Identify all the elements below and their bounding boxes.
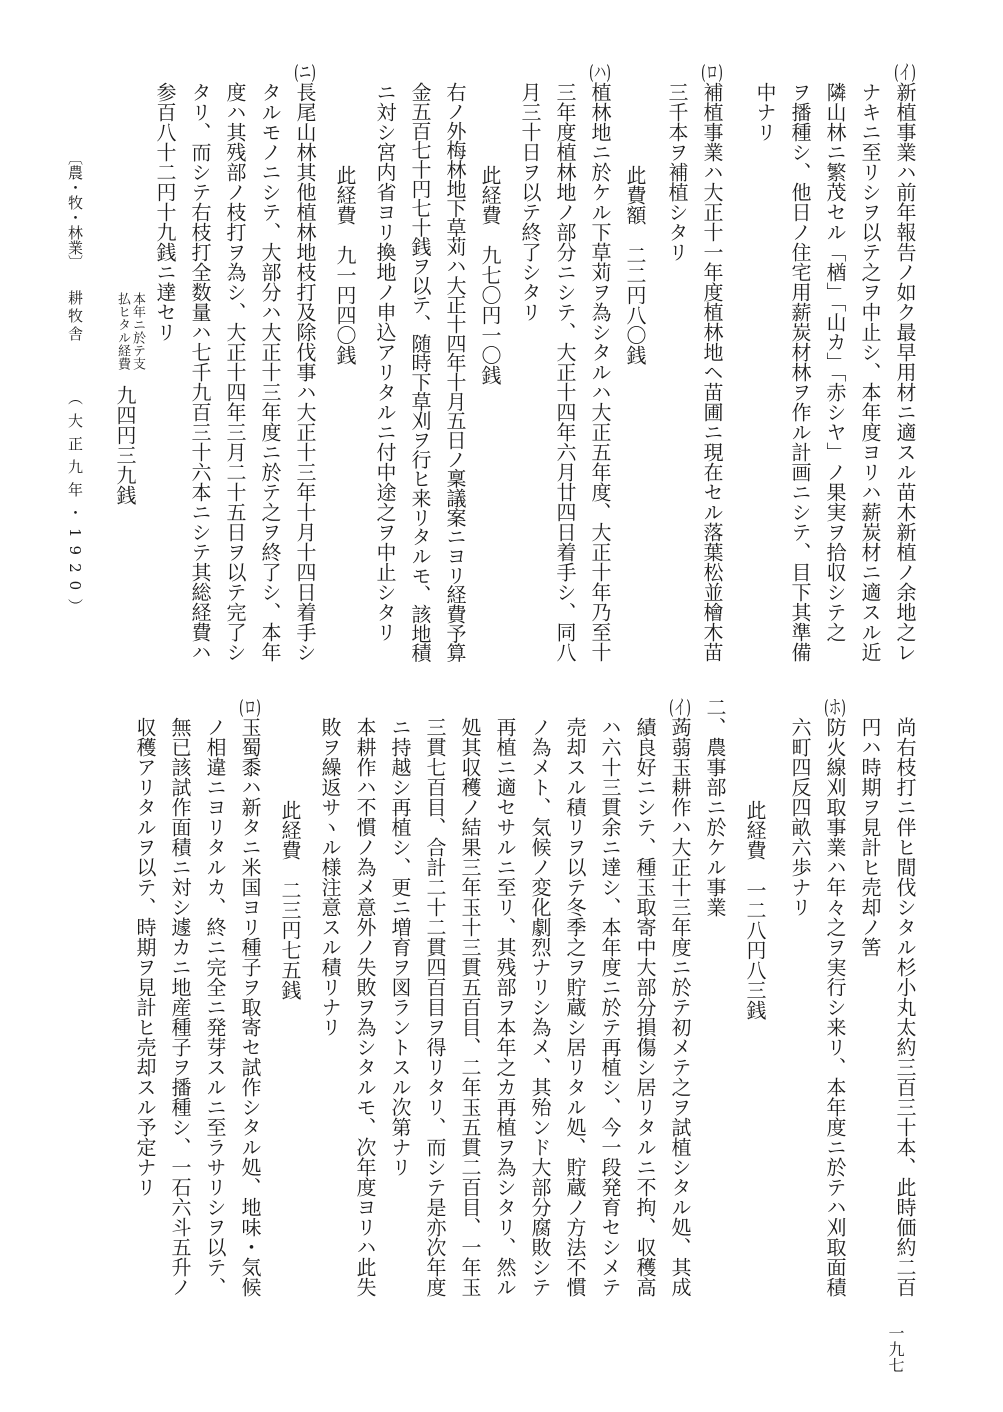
line-text: 新植事業ハ前年報告ノ如ク最早用材ニ適スル苗木新植ノ余地之レ: [893, 82, 917, 662]
konjac-line-9: ニ持越シ再植シ、更ニ増育ヲ図ラントスル次第ナリ: [388, 717, 412, 1177]
running-header-category: 〔農・牧・林業〕: [66, 150, 84, 270]
konjac-line-2: 績良好ニシテ、種玉取寄中大部分損傷シ居リタルニ不拘、収穫高: [633, 717, 657, 1297]
pruning-line-4: タリ、而シテ右枝打全数量ハ七千九百三十六本ニシテ其総経費ハ: [188, 82, 212, 662]
corn-line-3: 無已該試作面積ニ対シ遽カニ地産種子ヲ播種シ、一石六斗五升ノ: [168, 717, 192, 1297]
line-text: 補植事業ハ大正十一年度植林地ヘ苗圃ニ現在セル落葉松並檜木苗: [700, 82, 724, 662]
current-year-cost-amount: 九四円三九銭: [113, 385, 137, 505]
thinning-note-line-1: 尚右枝打ニ伴ヒ間伐シタル杉小丸太約三百三十本、此時価約二百: [893, 717, 917, 1297]
item-marker: (ホ): [824, 697, 846, 717]
replanting-line-1: [700, 62, 724, 662]
konjac-line-3: ハ六十三貫余ニ達シ、本年度ニ於テ再植シ、今一段発育セシメテ: [598, 717, 622, 1297]
new-planting-line-4: ヲ播種シ、他日ノ住宅用薪炭材林ヲ作ル計画ニシテ、目下其準備: [788, 82, 812, 662]
konjac-line-6: 再植ニ適セサルニ至リ、其残部ヲ本年之カ再植ヲ為シタリ、然ル: [493, 717, 517, 1297]
konjac-line-5: ノ為メト、気候ノ変化劇烈ナリシ為メ、其殆ンド大部分腐敗シテ: [528, 717, 552, 1297]
weeding-cost-label: 此経費: [478, 165, 502, 225]
konjac-line-1: [668, 697, 692, 1297]
konjac-cost-label: 此経費: [278, 800, 302, 860]
corn-line-1: [238, 697, 262, 1297]
konjac-line-4: 売却スル積リヲ以テ冬季之ヲ貯蔵シ居リタル処、貯蔵ノ方法不慣: [563, 717, 587, 1297]
item-marker: (イ): [894, 62, 916, 82]
item-marker: (ハ): [589, 62, 611, 82]
corn-line-2: ノ相違ニヨリタルカ、終ニ完全ニ発芽スルニ至ラサリシヲ以テ、: [203, 717, 227, 1297]
pruning-line-5: 参百八十二円十九銭ニ達セリ: [153, 82, 177, 342]
konjac-cost-amount: 二三円七五銭: [278, 880, 302, 1000]
weeding-cost-amount: 九七〇円一〇銭: [478, 245, 502, 385]
new-planting-line-2: ナキニ至リシヲ以テ之ヲ中止シ、本年度ヨリハ薪炭材ニ適スル近: [858, 82, 882, 662]
pruning-line-1: [293, 62, 317, 662]
replanting-line-2: 三千本ヲ補植シタリ: [665, 82, 689, 262]
konjac-note-line-2: 敗ヲ繰返サヽル様注意スル積リナリ: [318, 717, 342, 1037]
firebreak-cost-amount: 一二八円八三銭: [743, 880, 767, 1020]
new-planting-line-1: [893, 62, 917, 662]
line-text: 防火線刈取事業ハ年々之ヲ実行シ来リ、本年度ニ於テハ刈取面積: [823, 717, 847, 1297]
weeding-line-3: 月三十日ヲ以テ終了シタリ: [518, 82, 542, 322]
running-header-company: 耕牧舎: [66, 290, 84, 344]
item-marker: (ロ): [239, 697, 261, 717]
plum-grove-cost-label: 此経費: [333, 165, 357, 225]
thinning-note-line-2: 円ハ時期ヲ見計ヒ売却ノ筈: [858, 717, 882, 957]
corn-line-4: 収穫アリタルヲ以テ、時期ヲ見計ヒ売却スル予定ナリ: [133, 717, 157, 1197]
plum-grove-cost-amount: 九一円四〇銭: [333, 245, 357, 365]
item-marker: (ロ): [701, 62, 723, 82]
section-heading-agriculture: 二、農事部ニ於ケル事業: [703, 697, 727, 917]
running-header-year: （大正九年・1920）: [66, 390, 84, 622]
pruning-line-3: 度ハ其残部ノ枝打ヲ為シ、大正十四年三月二十五日ヲ以テ完了シ: [223, 82, 247, 662]
plum-grove-line-2: 金五百七十円七十銭ヲ以テ、随時下草刈ヲ行ヒ来リタルモ、該地積: [408, 82, 432, 662]
line-text: 玉蜀黍ハ新タニ米国ヨリ種子ヲ取寄セ試作シタル処、地味・気候: [238, 717, 262, 1297]
replanting-cost-label: 此費額: [623, 165, 647, 225]
firebreak-line-1: [823, 697, 847, 1297]
plum-grove-line-3: ニ対シ宮内省ヨリ換地ノ申込アリタルニ付中途之ヲ中止シタリ: [373, 82, 397, 642]
item-marker: (ニ): [294, 62, 316, 82]
firebreak-line-2: 六町四反四畝六歩ナリ: [788, 717, 812, 917]
pruning-line-2: タルモノニシテ、大部分ハ大正十三年度ニ於テ之ヲ終了シ、本年: [258, 82, 282, 662]
line-text: 蒟蒻玉耕作ハ大正十三年度ニ於テ初メテ之ヲ試植シタル処、其成: [668, 717, 692, 1297]
item-marker: (イ): [669, 697, 691, 717]
new-planting-line-5: 中ナリ: [753, 82, 777, 142]
weeding-line-1: [588, 62, 612, 662]
line-text: 長尾山林其他植林地枝打及除伐事ハ大正十三年十月十四日着手シ: [293, 82, 317, 662]
konjac-line-8: 三貫七百目、合計二十二貫四百目ヲ得リタリ、而シテ是亦次年度: [423, 717, 447, 1297]
replanting-cost-amount: 二二円八〇銭: [623, 245, 647, 365]
plum-grove-line-1: 右ノ外梅林地下草苅ハ大正十四年十月五日ノ稟議案ニヨリ経費予算: [443, 82, 467, 662]
line-text: 植林地ニ於ケル下草苅ヲ為シタルハ大正五年度、大正十年乃至十: [588, 82, 612, 662]
page-number: 一九七: [886, 1325, 905, 1373]
new-planting-line-3: 隣山林ニ繁茂セル「楢」「山カ」「赤シヤ」ノ果実ヲ拾収シテ之: [823, 82, 847, 642]
weeding-line-2: 三年度植林地ノ部分ニシテ、大正十四年六月廿四日着手シ、同八: [553, 82, 577, 662]
current-year-cost-label-line-2: 払ヒタル経費: [115, 292, 130, 370]
current-year-cost-label-line-1: 本年ニ於テ支: [130, 292, 145, 370]
firebreak-cost-label: 此経費: [743, 800, 767, 860]
konjac-line-7: 処其収穫ノ結果三年玉十三貫五百目、二年玉五貫二百目、一年玉: [458, 717, 482, 1297]
konjac-note-line-1: 本耕作ハ不慣ノ為メ意外ノ失敗ヲ為シタルモ、次年度ヨリハ此失: [353, 717, 377, 1297]
